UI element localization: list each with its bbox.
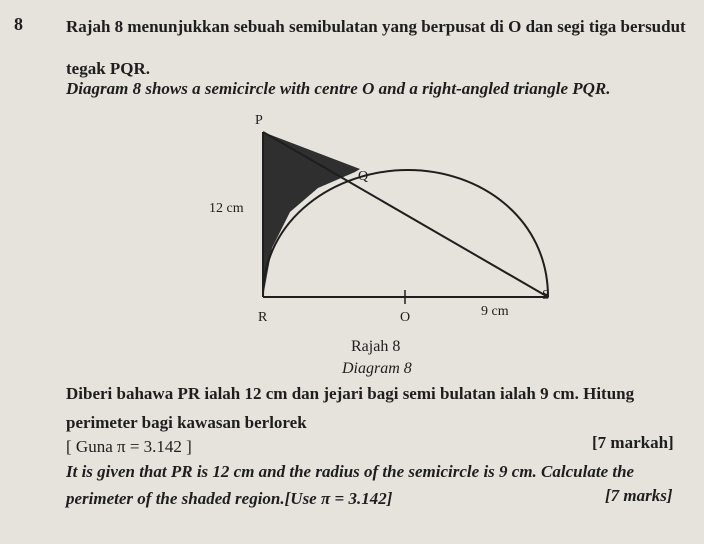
caption-english: Diagram 8 <box>342 360 412 377</box>
shaded-region <box>263 132 360 297</box>
caption-malay: Rajah 8 <box>351 338 401 355</box>
hypotenuse-ps <box>263 132 548 297</box>
malay-prompt-line1: Diberi bahawa PR ialah 12 cm dan jejari bagi semi bulatan ialah 9 cm. Hitung <box>66 384 635 403</box>
malay-marks: [7 markah] <box>592 433 674 452</box>
label-o: O <box>400 310 411 325</box>
label-radius: 9 cm <box>481 304 509 319</box>
label-p: P <box>255 113 263 128</box>
label-r: R <box>258 310 268 325</box>
malay-prompt-line3: [ Guna π = 3.142 ] <box>66 437 192 456</box>
english-prompt-line2: perimeter of the shaded region.[Use π = 3.142] <box>66 489 393 508</box>
malay-intro-line1: Rajah 8 menunjukkan sebuah semibulatan yang berpusat di O dan segi tiga bersudut <box>66 17 686 36</box>
label-s: S <box>542 288 550 303</box>
label-q: Q <box>358 169 369 184</box>
malay-prompt-line2: perimeter bagi kawasan berlorek <box>66 413 307 432</box>
label-pr-length: 12 cm <box>209 201 244 216</box>
english-marks: [7 marks] <box>605 486 673 505</box>
malay-intro-line2: tegak PQR. <box>66 59 151 78</box>
english-prompt-line1: It is given that PR is 12 cm and the radius of the semicircle is 9 cm. Calculate the <box>66 462 635 481</box>
english-intro-line: Diagram 8 shows a semicircle with centre O and a right-angled triangle PQR. <box>66 79 611 98</box>
question-number: 8 <box>14 14 23 34</box>
